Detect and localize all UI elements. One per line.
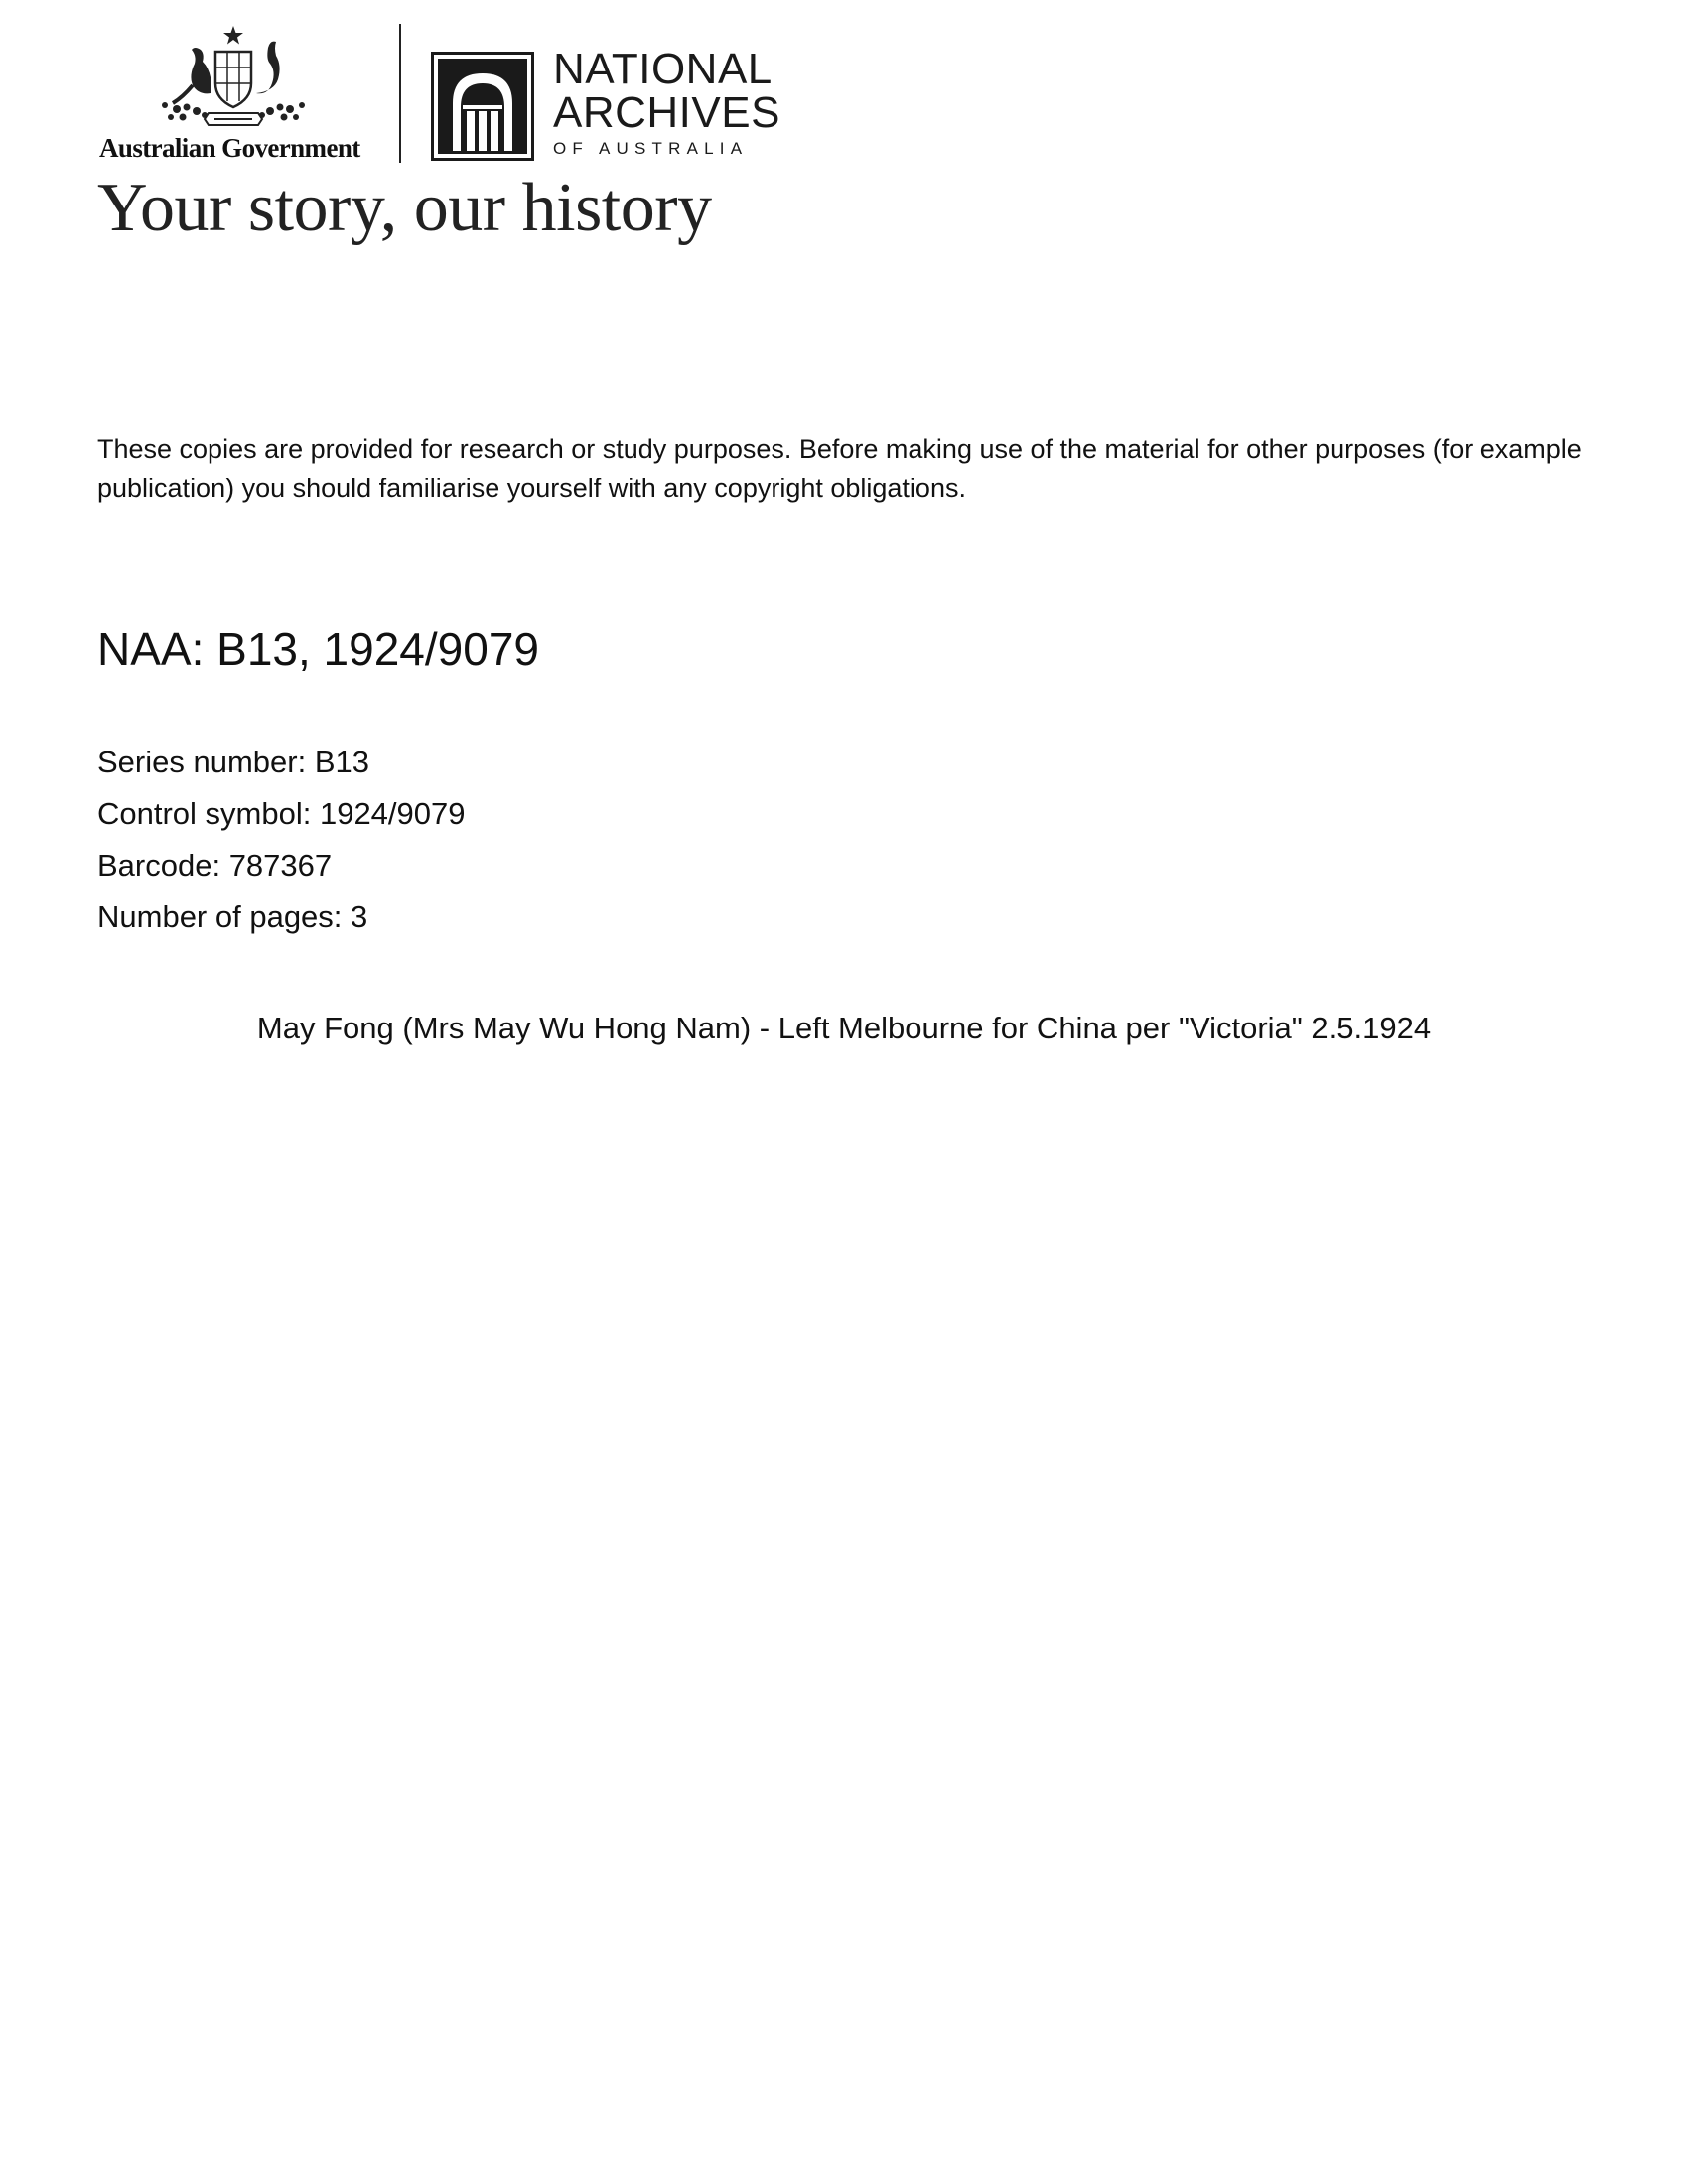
tagline: Your story, our history <box>97 170 712 246</box>
national-archives-wordmark <box>553 45 780 160</box>
commonwealth-coat-of-arms-icon <box>159 24 308 131</box>
archives-name-line1: NATIONAL <box>553 45 773 93</box>
number-of-pages: Number of pages: 3 <box>97 899 368 934</box>
record-title: NAA: B13, 1924/9079 <box>97 623 539 675</box>
archives-name-line2: ARCHIVES <box>553 88 780 137</box>
archives-name-line3: OF AUSTRALIA <box>553 139 749 158</box>
item-title: May Fong (Mrs May Wu Hong Nam) - Left Melbourne for China per "Victoria" 2.5.1924 <box>256 1011 1432 1045</box>
barcode: Barcode: 787367 <box>97 848 333 883</box>
control-symbol: Control symbol: 1924/9079 <box>97 796 466 831</box>
page-header <box>97 24 792 173</box>
copyright-disclaimer: These copies are provided for research or study purposes. Before making use of the material for other purposes (for example publication) you should familiarise yourself with any copyright obligations. <box>97 434 1582 503</box>
australian-government-logo <box>97 24 375 165</box>
archives-building-arch-icon <box>431 52 534 161</box>
logo-divider <box>399 24 401 163</box>
record-metadata-list <box>97 737 466 943</box>
series-number: Series number: B13 <box>97 745 369 779</box>
government-name: Australian Government <box>99 133 360 163</box>
